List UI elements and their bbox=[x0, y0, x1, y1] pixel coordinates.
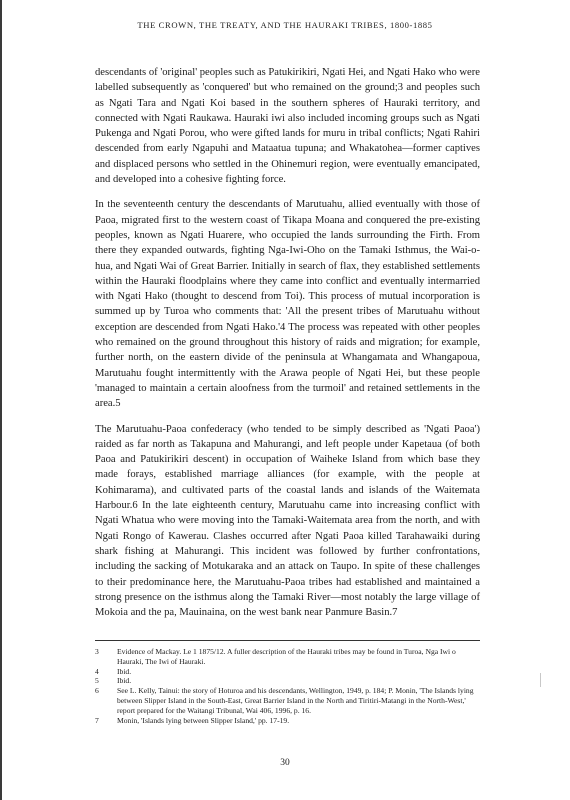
footnote-text: See L. Kelly, Tainui: the story of Hoturoa and his descendants, Wellington, 1949, p. 184; P. Monin, 'The Islands lying between Slipper Island in the South-East, Great Barrier Island in the North and Tiritiri-Matangi in the North-West,' report prepared for the Waitangi Tribunal, Wai 406, 1996, p. 16. bbox=[117, 686, 474, 715]
scan-edge bbox=[0, 0, 2, 800]
footnote bbox=[95, 686, 480, 715]
footnotes bbox=[95, 640, 480, 725]
footnote-text: Ibid. bbox=[117, 666, 132, 676]
footnote-text: Evidence of Mackay. Le 1 1875/12. A fuller description of the Hauraki tribes may be found in Turoa, Nga Iwi o Hauraki, The Iwi of Hauraki. bbox=[117, 647, 456, 666]
pencil-mark bbox=[540, 673, 541, 687]
paragraph: descendants of 'original' peoples such as Patukirikiri, Ngati Hei, and Ngati Hako who were labelled subsequently as 'conquered' but who remained on the ground;3 and peoples such as Ngati Tara and Ngati Koi based in the southern spheres of Hauraki territory, and connected with Ngati Raukawa. Hauraki iwi also included incoming groups such as Ngati Pukenga and Ngati Porou, who were gifted lands for muru in tribal conflicts; Ngati Rahiri descended from early Ngapuhi and Mataatua tupuna; and Whakatohea—former captives and displaced persons who settled in the Ohinemuri region, were eventually emancipated, and developed into a cohesive fighting force. bbox=[95, 67, 480, 186]
body-text bbox=[95, 65, 480, 620]
paragraph: The Marutuahu-Paoa confederacy (who tended to be simply described as 'Ngati Paoa') raided as far north as Takapuna and Mahurangi, and left people under Kapetaua (of both Paoa and Patukirikiri descent) in occupation of Waiheke Island from which base they made forays, established marriage alliances (for example, with the people at Kohimarama), and cultivated parts of the coastal lands and islands of the Waitemata Harbour.6 In the late eighteenth century, Marutuahu came into increasing conflict with Ngati Whatua who were moving into the Tamaki-Waitemata area from the north, and with Ngati Rongo of Kawerau. Clashes occurred after Ngati Paoa killed Tarahawaiki during shark fishing at Mahurangi. This incident was followed by further confrontations, including the sacking of Motukaraka and an attack on Taupo. In spite of these challenges to their predominance here, the Marutuahu-Paoa tribes had established and maintained a strong presence on the isthmus along the Tamaki River—most notably the large village of Mokoia and the pa, Mauinaina, on the west bank near Panmure Basin.7 bbox=[95, 423, 480, 619]
footnote-text: Ibid. bbox=[117, 676, 132, 686]
footnote-number: 4 bbox=[95, 666, 99, 676]
footnote bbox=[95, 676, 480, 686]
footnote-text: Monin, 'Islands lying between Slipper Island,' pp. 17-19. bbox=[117, 715, 290, 725]
footnote-number: 3 bbox=[95, 647, 99, 656]
page-number: 30 bbox=[280, 758, 290, 768]
footnote-number: 6 bbox=[95, 686, 99, 696]
footnote bbox=[95, 667, 480, 677]
paragraph: In the seventeenth century the descendants of Marutuahu, allied eventually with those of Paoa, migrated first to the western coast of Tikapa Moana and conquered the pre-existing peoples, known as Ngati Huarere, who occupied the lands surrounding the Firth. From there they expanded outwards, fighting Nga-Iwi-Oho on the Tamaki Isthmus, the Wai-o-hua, and Ngati Wai of Great Barrier. Initially in search of flax, they established settlements within the Hauraki floodplains where they came into conflict and eventually intermarried with Ngati Hako (thought to descend from Toi). This process of mutual incorporation is summed up by Turoa who comments that: 'All the present tribes of Marutuahu without exception are descended from Ngati Hako.'4 The process was repeated with other peoples who remained on the ground throughout this history of raids and migration; for example, further north, on the eastern divide of the peninsula at Whangamata and Whangapoua, Marutuahu fought intermittently with the Arawa people of Ngati Hei, but these people 'managed to maintain a certain aloofness from the turmoil' and retained settlements in the area.5 bbox=[95, 199, 480, 410]
footnote-number: 5 bbox=[95, 676, 99, 686]
footnote bbox=[95, 716, 480, 726]
footnote bbox=[95, 647, 480, 667]
running-head: THE CROWN, THE TREATY, AND THE HAURAKI TRIBES, 1800-1885 bbox=[137, 20, 433, 30]
footnote-number: 7 bbox=[95, 715, 99, 725]
